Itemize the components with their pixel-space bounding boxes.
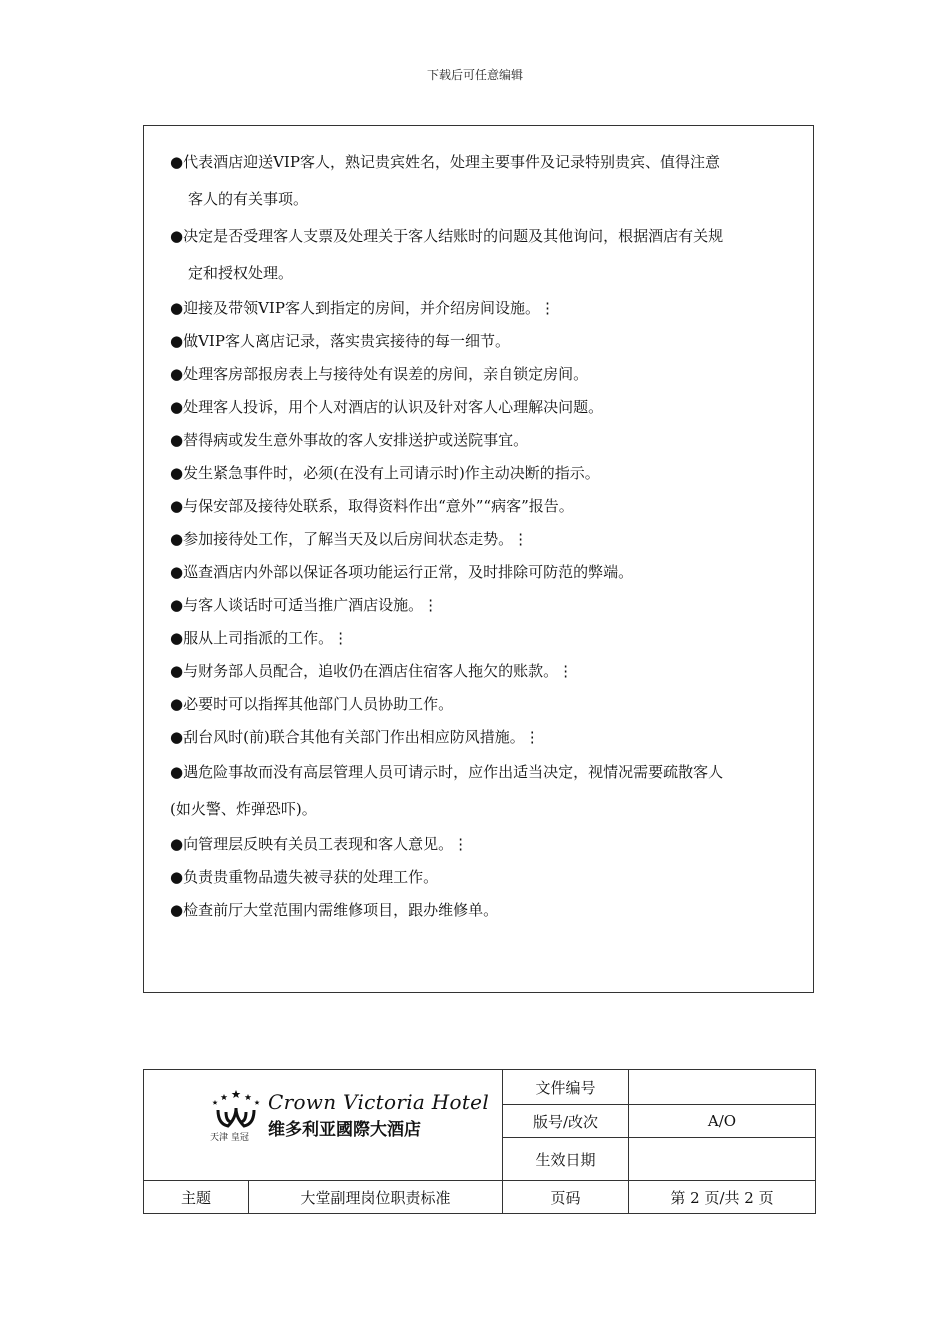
duty-list [170, 144, 795, 927]
duty-item [170, 424, 795, 457]
duty-item [170, 556, 795, 589]
duty-text: 发生紧急事件时，必须(在没有上司请示时)作主动决断的指示。 [183, 464, 600, 482]
bullet-icon: ● [170, 629, 184, 647]
bullet-icon: ● [170, 662, 184, 680]
duty-text: 负责贵重物品遗失被寻获的处理工作。 [183, 868, 439, 886]
duty-text: 服从上司指派的工作。⋮ [183, 629, 349, 647]
bullet-icon: ● [170, 464, 184, 482]
bullet-icon: ● [170, 153, 184, 171]
duty-item [170, 325, 795, 358]
duty-item [170, 721, 795, 754]
bullet-icon: ● [170, 365, 184, 383]
duty-item [170, 358, 795, 391]
duty-item [170, 144, 795, 218]
effective-date-label: 生效日期 [503, 1138, 629, 1181]
duty-text: 与财务部人员配合，追收仍在酒店住宿客人拖欠的账款。⋮ [183, 662, 574, 680]
duty-item [170, 589, 795, 622]
logo-chinese-name: 维多利亚國際大酒店 [268, 1120, 421, 1140]
duty-text: 遇危险事故而没有高层管理人员可请示时，应作出适当决定，视情况需要疏散客人 [183, 763, 724, 781]
duty-text: 必要时可以指挥其他部门人员协助工作。 [183, 695, 454, 713]
duty-item [170, 292, 795, 325]
duty-item [170, 894, 795, 927]
duty-text: 处理客房部报房表上与接待处有误差的房间，亲自锁定房间。 [183, 365, 589, 383]
duty-text: 刮台风时(前)联合其他有关部门作出相应防风措施。⋮ [183, 728, 540, 746]
duty-text-continued: 客人的有关事项。 [188, 190, 309, 208]
duty-text: 参加接待处工作，了解当天及以后房间状态走势。⋮ [183, 530, 529, 548]
bullet-icon: ● [170, 497, 184, 515]
duty-text: 替得病或发生意外事故的客人安排送护或送院事宜。 [183, 431, 529, 449]
logo-english-name: Crown Victoria Hotel [268, 1090, 490, 1114]
duty-text: 做VIP客人离店记录，落实贵宾接待的每一细节。 [183, 332, 510, 350]
duty-text-continued: (如火警、炸弹恐吓)。 [170, 800, 317, 818]
duty-item [170, 391, 795, 424]
subject-value: 大堂副理岗位职责标准 [249, 1181, 503, 1214]
duty-text: 决定是否受理客人支票及处理关于客人结账时的问题及其他询问，根据酒店有关规 [183, 227, 724, 245]
bullet-icon: ● [170, 901, 184, 919]
bullet-icon: ● [170, 332, 184, 350]
bullet-icon: ● [170, 398, 184, 416]
duty-text: 巡查酒店内外部以保证各项功能运行正常，及时排除可防范的弊端。 [183, 563, 634, 581]
duty-text-continued: 定和授权处理。 [188, 264, 294, 282]
duty-item [170, 457, 795, 490]
duty-item [170, 490, 795, 523]
crown-icon [208, 1088, 264, 1132]
duty-text: 向管理层反映有关员工表现和客人意见。⋮ [183, 835, 469, 853]
duty-text: 与客人谈话时可适当推广酒店设施。⋮ [183, 596, 439, 614]
file-number-label: 文件编号 [503, 1070, 629, 1105]
bullet-icon: ● [170, 299, 184, 317]
duty-item [170, 218, 795, 292]
duty-text: 处理客人投诉，用个人对酒店的认识及针对客人心理解决问题。 [183, 398, 604, 416]
bullet-icon: ● [170, 431, 184, 449]
duty-item [170, 523, 795, 556]
subject-label: 主题 [144, 1181, 249, 1214]
duties-box [143, 125, 814, 993]
page-label: 页码 [503, 1181, 629, 1214]
duty-item [170, 828, 795, 861]
bullet-icon: ● [170, 596, 184, 614]
bullet-icon: ● [170, 530, 184, 548]
duty-item [170, 754, 795, 828]
bullet-icon: ● [170, 227, 184, 245]
hotel-logo [208, 1088, 490, 1144]
page-value: 第 2 页/共 2 页 [629, 1181, 816, 1214]
file-number-value [629, 1070, 816, 1105]
duty-item [170, 861, 795, 894]
header-note: 下载后可任意编辑 [426, 68, 523, 82]
duty-item [170, 622, 795, 655]
duty-item [170, 655, 795, 688]
duty-text: 迎接及带领VIP客人到指定的房间，并介绍房间设施。⋮ [183, 299, 555, 317]
bullet-icon: ● [170, 835, 184, 853]
document-control-table [143, 1069, 816, 1214]
effective-date-value [629, 1138, 816, 1181]
bullet-icon: ● [170, 695, 184, 713]
bullet-icon: ● [170, 868, 184, 886]
bullet-icon: ● [170, 728, 184, 746]
duty-text: 与保安部及接待处联系，取得资料作出“意外”“病客”报告。 [183, 497, 574, 515]
version-value: A/O [629, 1105, 816, 1138]
bullet-icon: ● [170, 763, 184, 781]
bullet-icon: ● [170, 563, 184, 581]
version-label: 版号/改次 [503, 1105, 629, 1138]
hotel-logo-cell [144, 1070, 503, 1181]
duty-item [170, 688, 795, 721]
logo-city: 天津 皇冠 [210, 1133, 249, 1143]
duty-text: 检查前厅大堂范围内需维修项目，跟办维修单。 [183, 901, 499, 919]
duty-text: 代表酒店迎送VIP客人，熟记贵宾姓名，处理主要事件及记录特别贵宾、值得注意 [183, 153, 720, 171]
